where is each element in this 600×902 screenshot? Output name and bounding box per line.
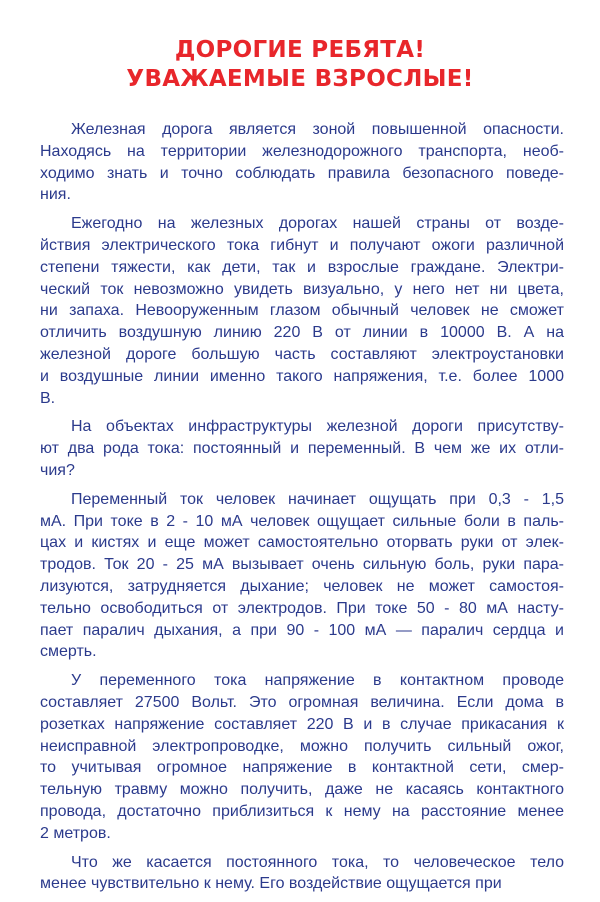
title-line-1: ДОРОГИЕ РЕБЯТА!: [174, 37, 426, 63]
paragraph-line: Переменный ток человек начинает ощущать при 0,3 - 1,5: [71, 490, 564, 508]
paragraph-line: чия?: [40, 461, 75, 479]
paragraph-line: тельную травму можно получить, даже не касаясь контактного: [40, 781, 564, 799]
paragraph-line: йствия электрического тока гибнут и получают ожоги различной: [40, 236, 564, 254]
paragraph-line: ческий ток невозможно увидеть визуально, у него нет ни цвета,: [40, 280, 564, 298]
paragraph-line: железной дороге большую часть составляют электроустановки: [40, 345, 564, 363]
paragraph-line: и воздушные линии именно такого напряжения, т.е. более 1000: [40, 367, 564, 385]
paragraph-line: лизуются, затрудняется дыхание; человек не может самостоя-: [40, 577, 564, 595]
paragraph-line: розетках напряжение составляет 220 В и в случае прикасания к: [40, 715, 564, 733]
paragraph-line: ни запаха. Невооруженным глазом обычный человек не сможет: [40, 302, 564, 320]
paragraph-line: смерть.: [40, 643, 97, 661]
paragraph-line: цах и кистях и еще может самостоятельно оторвать руки от элек-: [40, 534, 564, 552]
paragraph-line: На объектах инфраструктуры железной дороги присутству-: [71, 418, 564, 436]
paragraph-line: Ежегодно на железных дорогах нашей страны от возде-: [71, 215, 564, 233]
paragraph-line: Находясь на территории железнодорожного транспорта, необ-: [40, 142, 564, 160]
paragraph-line: ходимо знать и точно соблюдать правила безопасного поведе-: [40, 164, 564, 182]
paragraph-line: степени тяжести, как дети, так и взрослые граждане. Электри-: [40, 258, 564, 276]
title-line-2: УВАЖАЕМЫЕ ВЗРОСЛЫЕ!: [126, 66, 474, 92]
paragraph-line: Железная дорога является зоной повышенной опасности.: [71, 121, 564, 138]
paragraph-line: В.: [40, 389, 56, 407]
paragraph: [40, 670, 564, 844]
paragraph-line: У переменного тока напряжение в контактном проводе: [71, 672, 564, 690]
paragraph: [40, 852, 564, 896]
paragraph-line: пает паралич дыхания, а при 90 - 100 мА — паралич сердца и: [40, 621, 564, 639]
paragraph-line: тельно освободиться от электродов. При токе 50 - 80 мА насту-: [40, 599, 564, 617]
paragraph: [40, 213, 564, 409]
paragraph-line: отличить воздушную линию 220 В от линии в 10000 В. А на: [40, 324, 564, 342]
paragraph-line: мА. При токе в 2 - 10 мА человек ощущает сильные боли в паль-: [40, 512, 564, 530]
paragraph-line: менее чувствительно к нему. Его воздействие ощущается при: [40, 875, 502, 893]
document-body: [40, 119, 564, 902]
paragraph: [40, 416, 564, 481]
paragraph-line: Что же касается постоянного тока, то человеческое тело: [71, 853, 564, 871]
paragraph-line: составляет 27500 Вольт. Это огромная величина. Если дома в: [40, 693, 564, 711]
paragraph-line: тродов. Ток 20 - 25 мА вызывает очень сильную боль, руки пара-: [40, 556, 564, 574]
paragraph-line: то учитывая огромное напряжение в контактной сети, смер-: [40, 759, 564, 777]
page-title: [0, 36, 600, 94]
paragraph-line: неисправной электропроводке, можно получить сильный ожог,: [40, 737, 564, 755]
paragraph-line: ния.: [40, 186, 71, 204]
paragraph: [40, 489, 564, 663]
paragraph-line: 2 метров.: [40, 824, 111, 842]
paragraph-line: провода, достаточно приблизиться к нему на расстояние менее: [40, 802, 564, 820]
paragraph: [40, 119, 564, 206]
paragraph-line: ют два рода тока: постоянный и переменный. В чем же их отли-: [40, 440, 564, 458]
